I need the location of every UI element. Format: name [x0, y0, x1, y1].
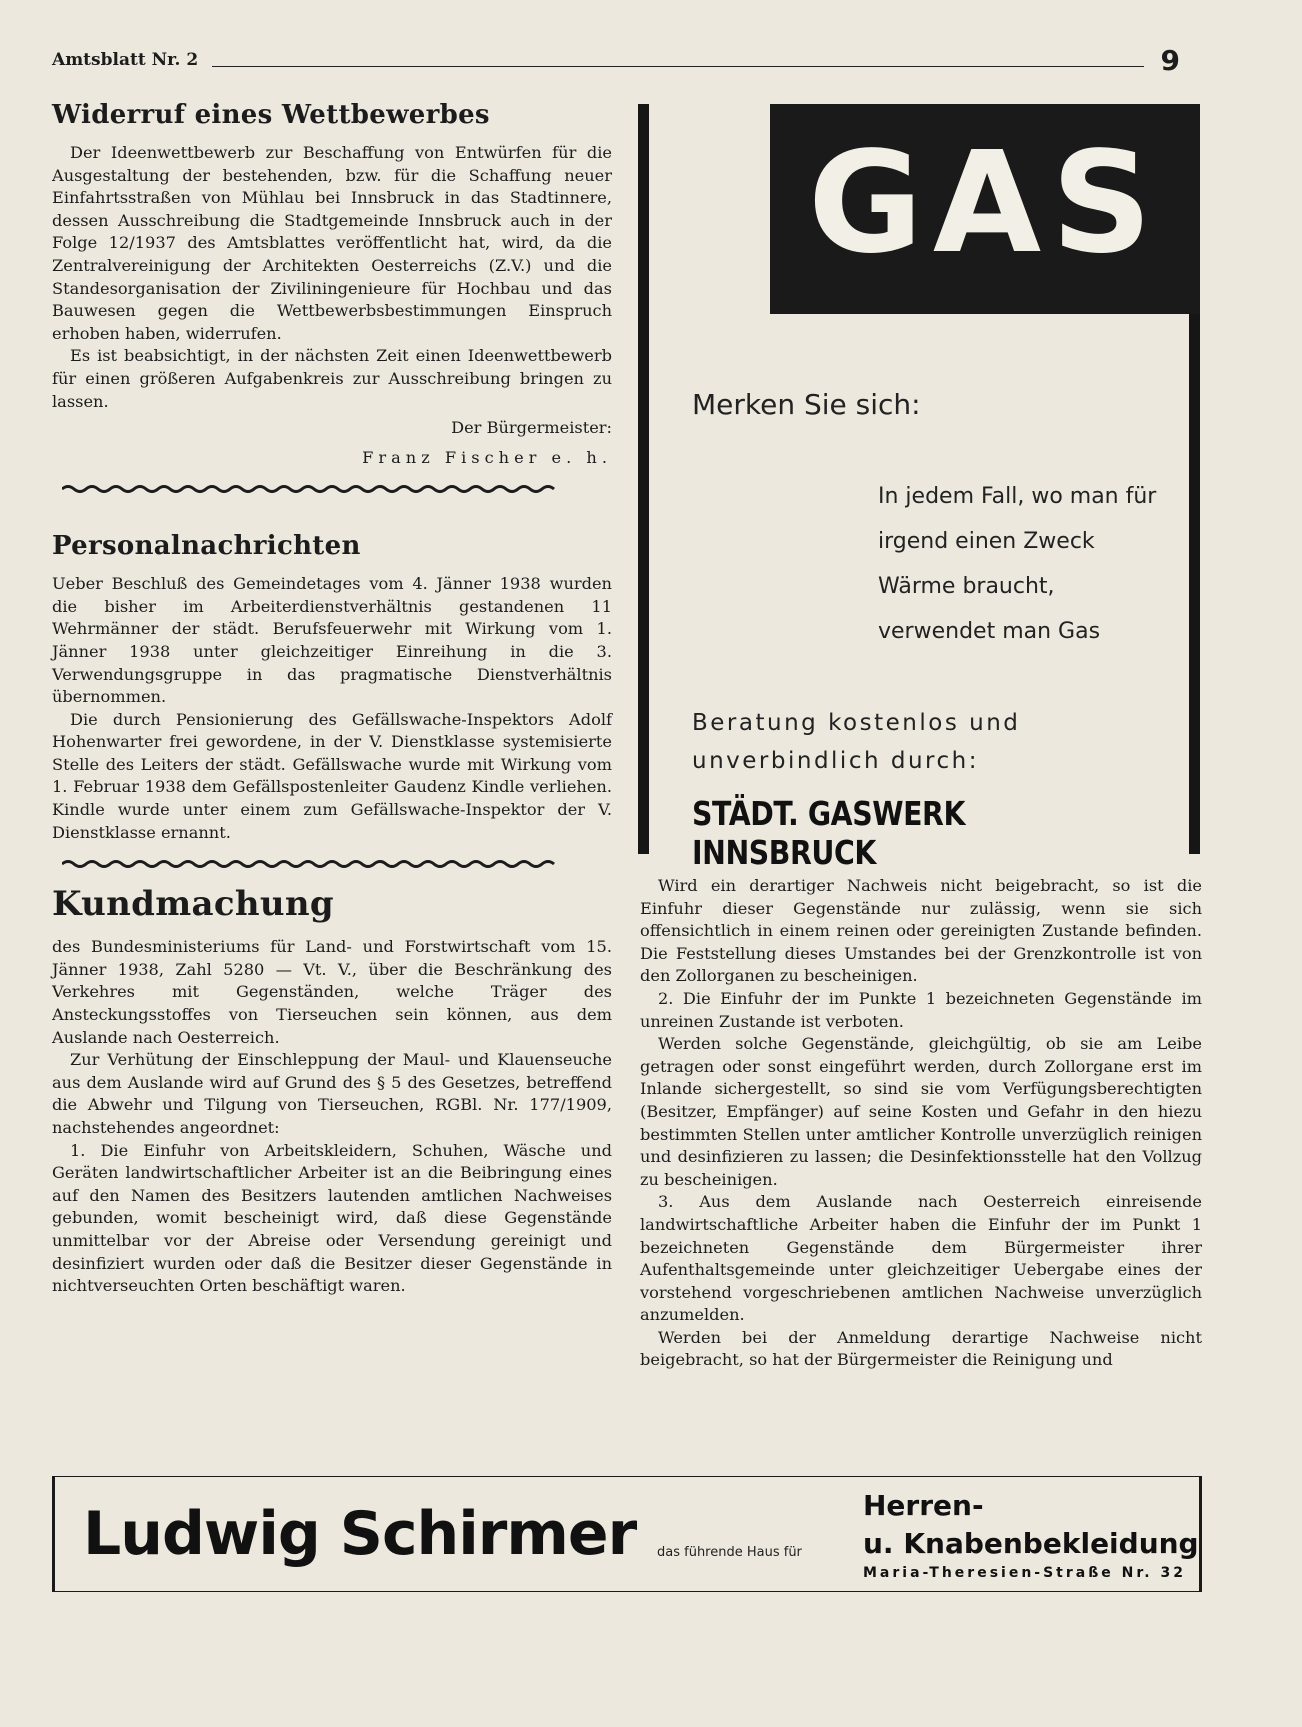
ad-border-left — [638, 104, 649, 854]
widerruf-section — [52, 100, 612, 473]
kundmachung-right-paragraph-3: Werden solche Gegenstände, gleichgültig, ob sie am Leibe getragen oder sonst eingeführt werden, durch Zollorgane erst im Inlande sichergestellt, so sind sie vom Verfügungsberechtigten (Besitzer, Empfänger) auf seine Kosten und Gefahr in den hiezu bestimmten Stellen unter amtlicher Kontrolle unverzüglich reinigen und desinfizieren zu lassen; die Desinfektionsstelle hat den Vollzug zu bescheinigen. — [640, 1034, 1202, 1189]
kundmachung-title: Kundmachung — [52, 884, 334, 925]
gas-company: STÄDT. GASWERK INNSBRUCK — [692, 794, 966, 872]
kundmachung-paragraph-2: Zur Verhütung der Einschleppung der Maul- und Klauenseuche aus dem Auslande wird auf Grund des § 5 des Gesetzes, betreffend die Abwehr und Tilgung von Tierseuchen, RGBl. Nr. 177/1909, nachstehendes angeordnet: — [52, 1050, 612, 1137]
ad-border-right — [1189, 314, 1200, 854]
schirmer-advertisement — [52, 1476, 1202, 1592]
kundmachung-right-paragraph-5: Werden bei der Anmeldung derartige Nachweise nicht beigebracht, so hat der Bürgermeister die Reinigung und — [640, 1327, 1202, 1370]
gas-headline: GAS — [807, 122, 1163, 285]
kundmachung-paragraph-3: 1. Die Einfuhr von Arbeitskleidern, Schuhen, Wäsche und Geräten landwirtschaftlicher Arbeiter ist an die Beibringung eines auf den Namen des Besitzers lautenden amtlichen Nachweises gebunden, womit bescheinigt wird, daß diese Gegenstände unmittelbar vor der Abreise oder Versendung gereinigt und desinfiziert wurden oder daß die Besitzer dieser Gegenstände in nichtverseuchten Orten beschäftigt waren. — [52, 1140, 612, 1296]
widerruf-paragraph-1: Der Ideenwettbewerb zur Beschaffung von Entwürfen für die Ausgestaltung der bestehenden, bzw. für die Schaffung neuer Einfahrtsstraßen von Mühlau bei Innsbruck in das Stadtinnere, dessen Ausschreibung die Stadtgemeinde Innsbruck auch in der Folge 12/1937 des Amtsblattes veröffentlicht hat, wird, da die Zentralvereinigung der Architekten Oesterreichs (Z.V.) und die Standesorganisation der Ziviliningenieure für Hochbau und das Bauwesen gegen die Wettbewerbsbestimmungen Einspruch erhoben haben, widerrufen. — [52, 143, 612, 343]
kundmachung-right-paragraph-2: 2. Die Einfuhr der im Punkte 1 bezeichneten Gegenstände im unreinen Zustande ist verboten. — [640, 988, 1202, 1031]
right-column — [640, 875, 1202, 1372]
personal-paragraph-1: Ueber Beschluß des Gemeindetages vom 4. Jänner 1938 wurden die bisher im Arbeiterdienstverhältnis gestandenen 11 Wehrmänner der städt. Berufsfeuerwehr mit Wirkung vom 1. Jänner 1938 unter gleichzeitiger Einreihung in die 3. Verwendungsgruppe in das pragmatische Dienstverhältnis übernommen. — [52, 574, 612, 707]
signature-title: Der Bürgermeister: — [451, 418, 612, 438]
signature-name: Franz Fischer e. h. — [362, 448, 612, 468]
schirmer-line-herren: Herren- — [863, 1489, 984, 1522]
gas-advertisement — [638, 104, 1200, 872]
schirmer-line-knaben: u. Knabenbekleidung — [863, 1527, 1199, 1560]
schirmer-name: Ludwig Schirmer — [83, 1499, 637, 1569]
header-rule — [212, 66, 1144, 67]
gas-body: In jedem Fall, wo man für irgend einen Zweck Wärme braucht, verwendet man Gas — [878, 484, 1157, 644]
kundmachung-section — [52, 884, 612, 1298]
gas-headline-box — [770, 104, 1200, 314]
gas-merken: Merken Sie sich: — [692, 388, 921, 421]
schirmer-address: Maria-Theresien-Straße Nr. 32 — [863, 1565, 1186, 1581]
schirmer-tagline: das führende Haus für — [657, 1545, 802, 1560]
publication-title: Amtsblatt Nr. 2 — [52, 50, 199, 70]
left-column — [52, 100, 612, 1298]
widerruf-title: Widerruf eines Wettbewerbes — [52, 100, 490, 130]
wave-divider — [62, 858, 562, 870]
wave-divider — [62, 483, 562, 495]
kundmachung-right-paragraph-4: 3. Aus dem Auslande nach Oesterreich einreisende landwirtschaftliche Arbeiter haben die Einfuhr der im Punkt 1 bezeichneten Gegenstände dem Bürgermeister ihrer Aufenthaltsgemeinde unter gleichzeitiger Uebergabe eines der vorstehend vorgeschriebenen amtlichen Nachweise unverzüglich anzumelden. — [640, 1192, 1202, 1325]
personal-title: Personalnachrichten — [52, 531, 361, 562]
kundmachung-right-paragraph-1: Wird ein derartiger Nachweis nicht beigebracht, so ist die Einfuhr dieser Gegenstände nur zulässig, wenn sie sich offensichtlich in einem reinen oder gereinigten Zustande befinden. Die Feststellung dieses Umstandes bei der Grenzkontrolle ist von den Zollorganen zu bescheinigen. — [640, 876, 1202, 986]
page-number: 9 — [1160, 44, 1180, 77]
kundmachung-paragraph-1: des Bundesministeriums für Land- und Forstwirtschaft vom 15. Jänner 1938, Zahl 5280 — Vt. V., über die Beschränkung des Verkehres mit Gegenständen, welche Träger des Ansteckungsstoffes von Tierseuchen sein können, aus dem Auslande nach Oesterreich. — [52, 937, 612, 1047]
page-header — [52, 44, 1180, 80]
gas-beratung: Beratung kostenlos und unverbindlich durch: — [692, 710, 1021, 774]
personal-paragraph-2: Die durch Pensionierung des Gefällswache-Inspektors Adolf Hohenwarter frei gewordene, in der V. Dienstklasse systemisierte Stelle des Leiters der städt. Gefällswache wurde mit Wirkung vom 1. Februar 1938 dem Gefällspostenleiter Gaudenz Kindle verliehen. Kindle wurde unter einem zum Gefällswache-Inspektor der V. Dienstklasse ernannt. — [52, 709, 612, 842]
personal-section — [52, 531, 612, 844]
widerruf-paragraph-2: Es ist beabsichtigt, in der nächsten Zeit einen Ideenwettbewerb für einen größeren Aufgabenkreis zur Ausschreibung bringen zu lassen. — [52, 346, 612, 411]
